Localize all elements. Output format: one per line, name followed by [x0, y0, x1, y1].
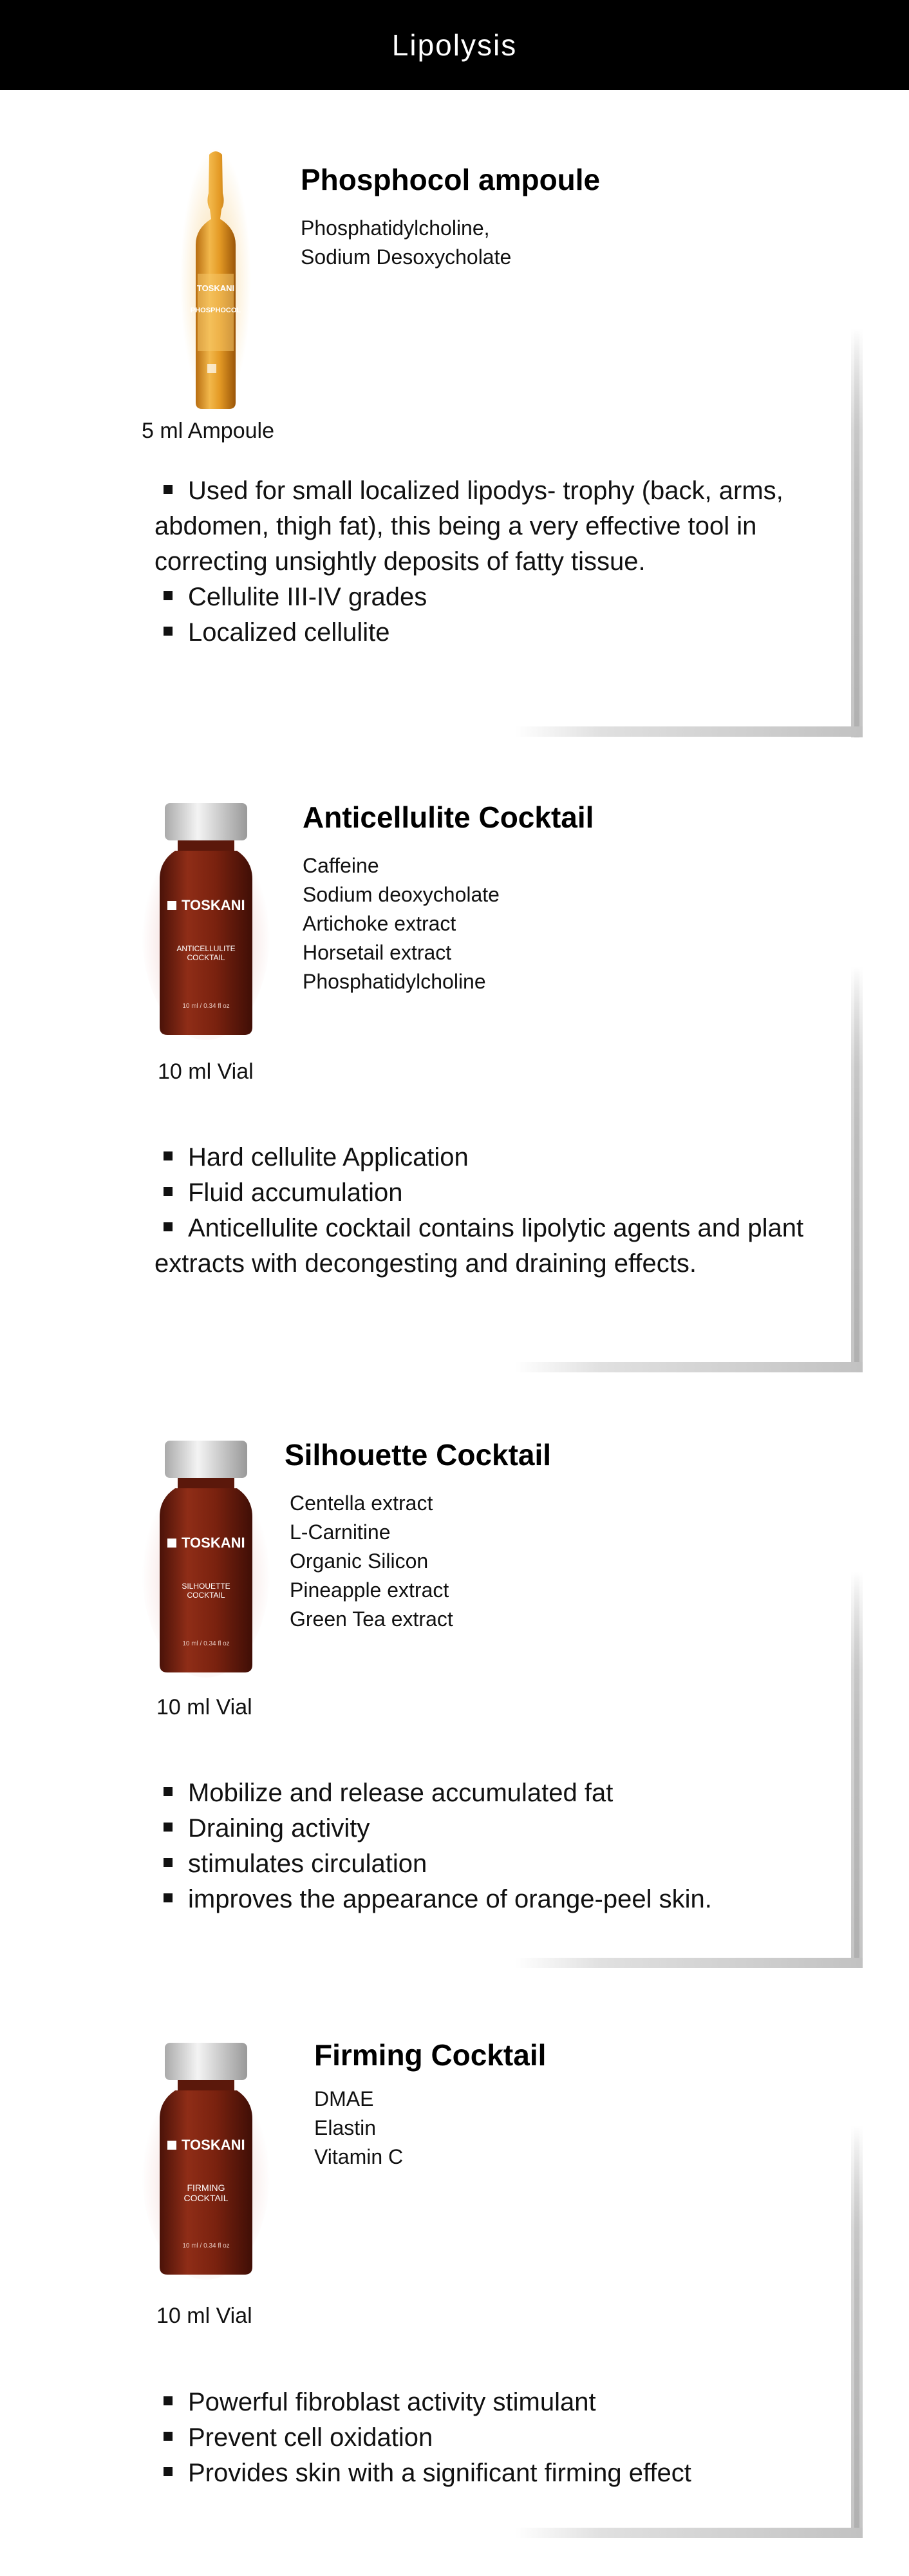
benefit-item: Cellulite III-IV grades [155, 580, 869, 615]
card-shadow-bottom [515, 726, 863, 737]
product-name: Phosphocol ampoule [301, 163, 601, 196]
ingredient-item: Centella extract [290, 1492, 433, 1515]
benefit-item: Draining activity [155, 1811, 869, 1846]
ingredient-item: Elastin [314, 2116, 377, 2139]
ingredient-item: Phosphatidylcholine, [301, 216, 490, 240]
ingredient-list [303, 851, 500, 996]
ampoule-label-text: PHOSPHOCOL [190, 307, 241, 314]
vial-brand-text: TOSKANI [182, 1535, 245, 1551]
benefit-item: Hard cellulite Application [155, 1140, 869, 1175]
bullet-icon [164, 627, 173, 636]
benefit-item: Mobilize and release accumulated fat [155, 1776, 869, 1811]
page-title: Lipolysis [391, 28, 518, 62]
product-name: Anticellulite Cocktail [303, 800, 594, 834]
bullet-icon [164, 1151, 173, 1160]
card-shadow-bottom [515, 2528, 863, 2538]
vial-volume-text: 10 ml / 0.34 fl oz [182, 1640, 230, 1647]
benefit-item: improves the appearance of orange-peel skin. [155, 1882, 869, 1917]
ingredient-item: Pineapple extract [290, 1578, 449, 1602]
ingredient-item: DMAE [314, 2087, 374, 2110]
vial-brand-text: TOSKANI [182, 897, 245, 913]
bullet-icon [164, 1222, 173, 1231]
card-shadow-right [851, 2125, 863, 2537]
product-name: Firming Cocktail [314, 2038, 547, 2072]
card-shadow-right [851, 328, 863, 737]
bullet-icon [164, 2396, 173, 2405]
bullet-icon [164, 485, 173, 494]
bullet-icon [164, 2432, 173, 2441]
card-shadow-right [851, 966, 863, 1372]
vial-image [142, 2041, 270, 2280]
benefit-item: Anticellulite cocktail contains lipolytic agents and plant extracts with decongesting and draining effects. [155, 1214, 804, 1278]
benefit-item: Powerful fibroblast activity stimulant [155, 2385, 869, 2420]
bullet-icon [164, 591, 173, 600]
card-shadow-bottom [515, 1958, 863, 1968]
benefit-list [155, 1140, 869, 1282]
vial-label-line2: COCKTAIL [187, 1591, 225, 1600]
benefit-item: Fluid accumulation [155, 1175, 869, 1211]
vial-label-line1: FIRMING [187, 2183, 225, 2193]
bullet-icon [164, 1187, 173, 1196]
ampoule-image [180, 148, 251, 412]
ingredient-item: Green Tea extract [290, 1607, 453, 1631]
ingredient-item: Sodium Desoxycholate [301, 245, 512, 269]
product-size: 10 ml Vial [156, 1695, 252, 1719]
ingredient-item: L-Carnitine [290, 1520, 391, 1544]
ingredient-list [314, 2085, 403, 2172]
page-header [0, 0, 909, 90]
vial-label-line2: COCKTAIL [187, 953, 225, 962]
ingredient-list [290, 1489, 453, 1634]
benefit-item: Provides skin with a significant firming effect [155, 2456, 869, 2491]
product-name: Silhouette Cocktail [285, 1438, 552, 1472]
card-shadow-right [851, 1571, 863, 1967]
ingredient-item: Sodium deoxycholate [303, 883, 500, 906]
product-size: 5 ml Ampoule [142, 419, 274, 443]
ingredient-item: Horsetail extract [303, 941, 452, 964]
benefit-list [155, 1776, 869, 1917]
benefit-item: Localized cellulite [155, 615, 869, 650]
ingredient-item: Organic Silicon [290, 1549, 429, 1573]
benefit-list [155, 473, 869, 650]
product-size: 10 ml Vial [158, 1059, 254, 1084]
vial-brand-text: TOSKANI [182, 2137, 245, 2153]
vial-label-line2: COCKTAIL [183, 2193, 229, 2203]
bullet-icon [164, 1858, 173, 1867]
ingredient-item: Artichoke extract [303, 912, 456, 935]
bullet-icon [164, 1823, 173, 1832]
vial-image [142, 802, 270, 1040]
vial-label-line1: ANTICELLULITE [176, 944, 236, 953]
ingredient-item: Phosphatidylcholine [303, 970, 486, 993]
benefit-item: stimulates circulation [155, 1846, 869, 1882]
bullet-icon [164, 1893, 173, 1902]
product-size: 10 ml Vial [156, 2304, 252, 2328]
benefit-list [155, 2385, 869, 2491]
vial-volume-text: 10 ml / 0.34 fl oz [182, 1003, 230, 1010]
bullet-icon [164, 2467, 173, 2476]
ingredient-item: Vitamin C [314, 2145, 404, 2168]
bullet-icon [164, 1787, 173, 1796]
card-shadow-bottom [515, 1362, 863, 1372]
ampoule-brand-text: TOSKANI [196, 283, 235, 293]
benefit-item: Used for small localized lipodys- trophy (back, arms, abdomen, thigh fat), this being a very effective tool in correcting unsightly deposits of fatty tissue. [155, 477, 783, 576]
ingredient-item: Caffeine [303, 854, 379, 877]
vial-volume-text: 10 ml / 0.34 fl oz [182, 2242, 230, 2249]
benefit-item: Prevent cell oxidation [155, 2420, 869, 2456]
vial-image [142, 1439, 270, 1678]
ingredient-list [301, 214, 511, 272]
vial-label-line1: SILHOUETTE [182, 1582, 230, 1591]
